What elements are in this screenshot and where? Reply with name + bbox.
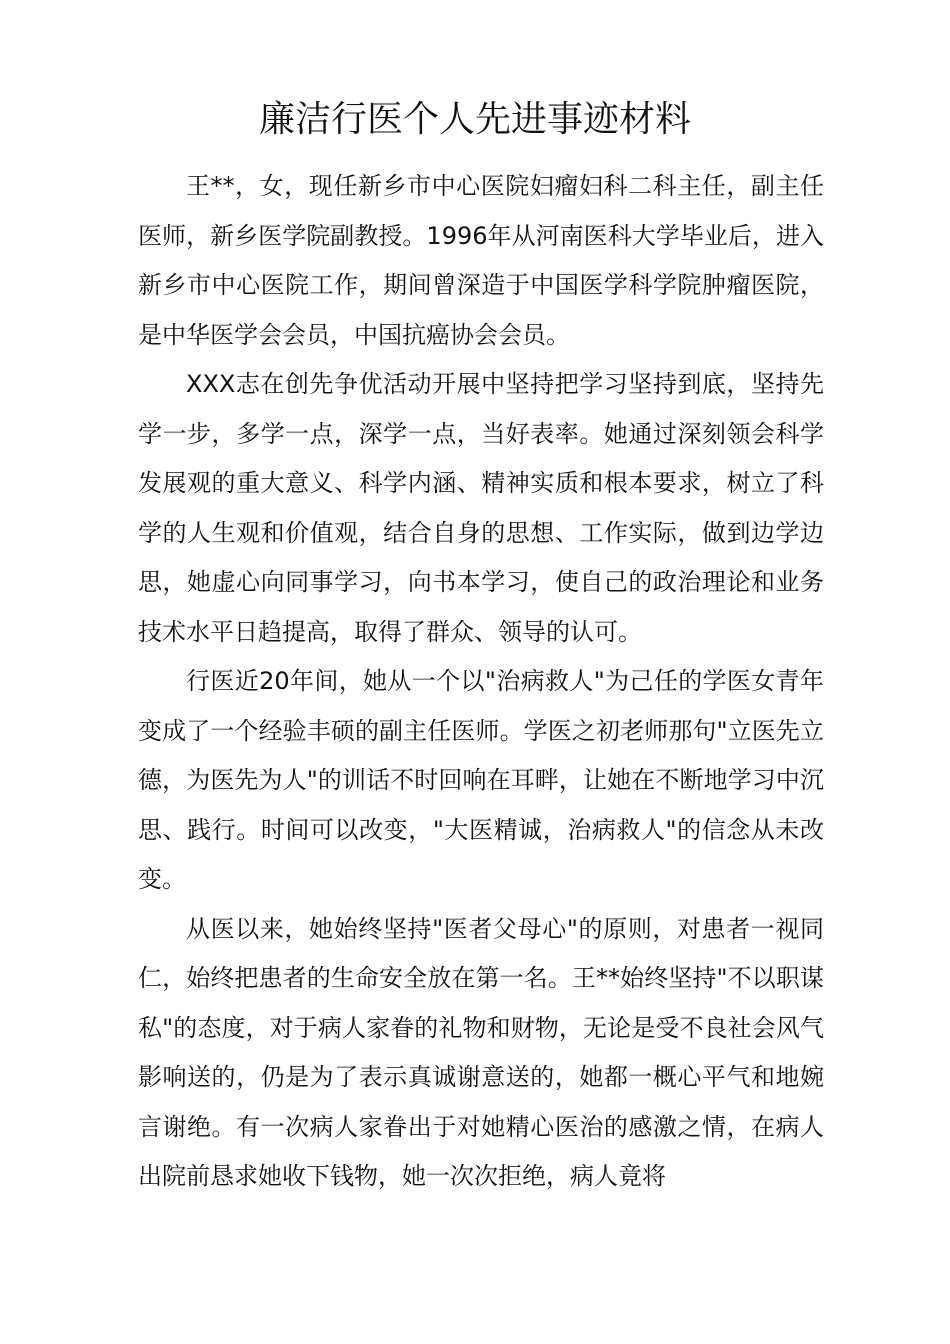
paragraph-1: 王**，女，现任新乡市中心医院妇瘤妇科二科主任，副主任医师，新乡医学院副教授。1996年从河南医科大学毕业后，进入新乡市中心医院工作，期间曾深造于中国医学科学院肿瘤医院，是中华医学会会员，中国抗癌协会会员。 xyxy=(138,172,824,349)
paragraph-2: XXX志在创先争优活动开展中坚持把学习坚持到底，坚持先学一步，多学一点，深学一点，当好表率。她通过深刻领会科学发展观的重大意义、科学内涵、精神实质和根本要求，树立了科学的人生观和价值观，结合自身的思想、工作实际，做到边学边思，她虚心向同事学习，向书本学习，使自己的政治理论和业务技术水平日趋提高，取得了群众、领导的认可。 xyxy=(138,370,824,646)
paragraph-4: 从医以来，她始终坚持"医者父母心"的原则，对患者一视同仁，始终把患者的生命安全放在第一名。王**始终坚持"不以职谋私"的态度，对于病人家眷的礼物和财物，无论是受不良社会风气影响送的，仍是为了表示真诚谢意送的，她都一概心平气和地婉言谢绝。有一次病人家眷出于对她精心医治的感激之情，在病人出院前恳求她收下钱物，她一次次拒绝，病人竟将 xyxy=(138,914,824,1190)
paragraph-3: 行医近20年间，她从一个以"治病救人"为己任的学医女青年变成了一个经验丰硕的副主任医师。学医之初老师那句"立医先立德，为医先为人"的训话不时回响在耳畔，让她在不断地学习中沉思、践行。时间可以改变，"大医精诚，治病救人"的信念从未改变。 xyxy=(138,667,824,893)
document-body xyxy=(138,162,824,1202)
document-title: 廉洁行医个人先进事迹材料 xyxy=(258,99,691,140)
